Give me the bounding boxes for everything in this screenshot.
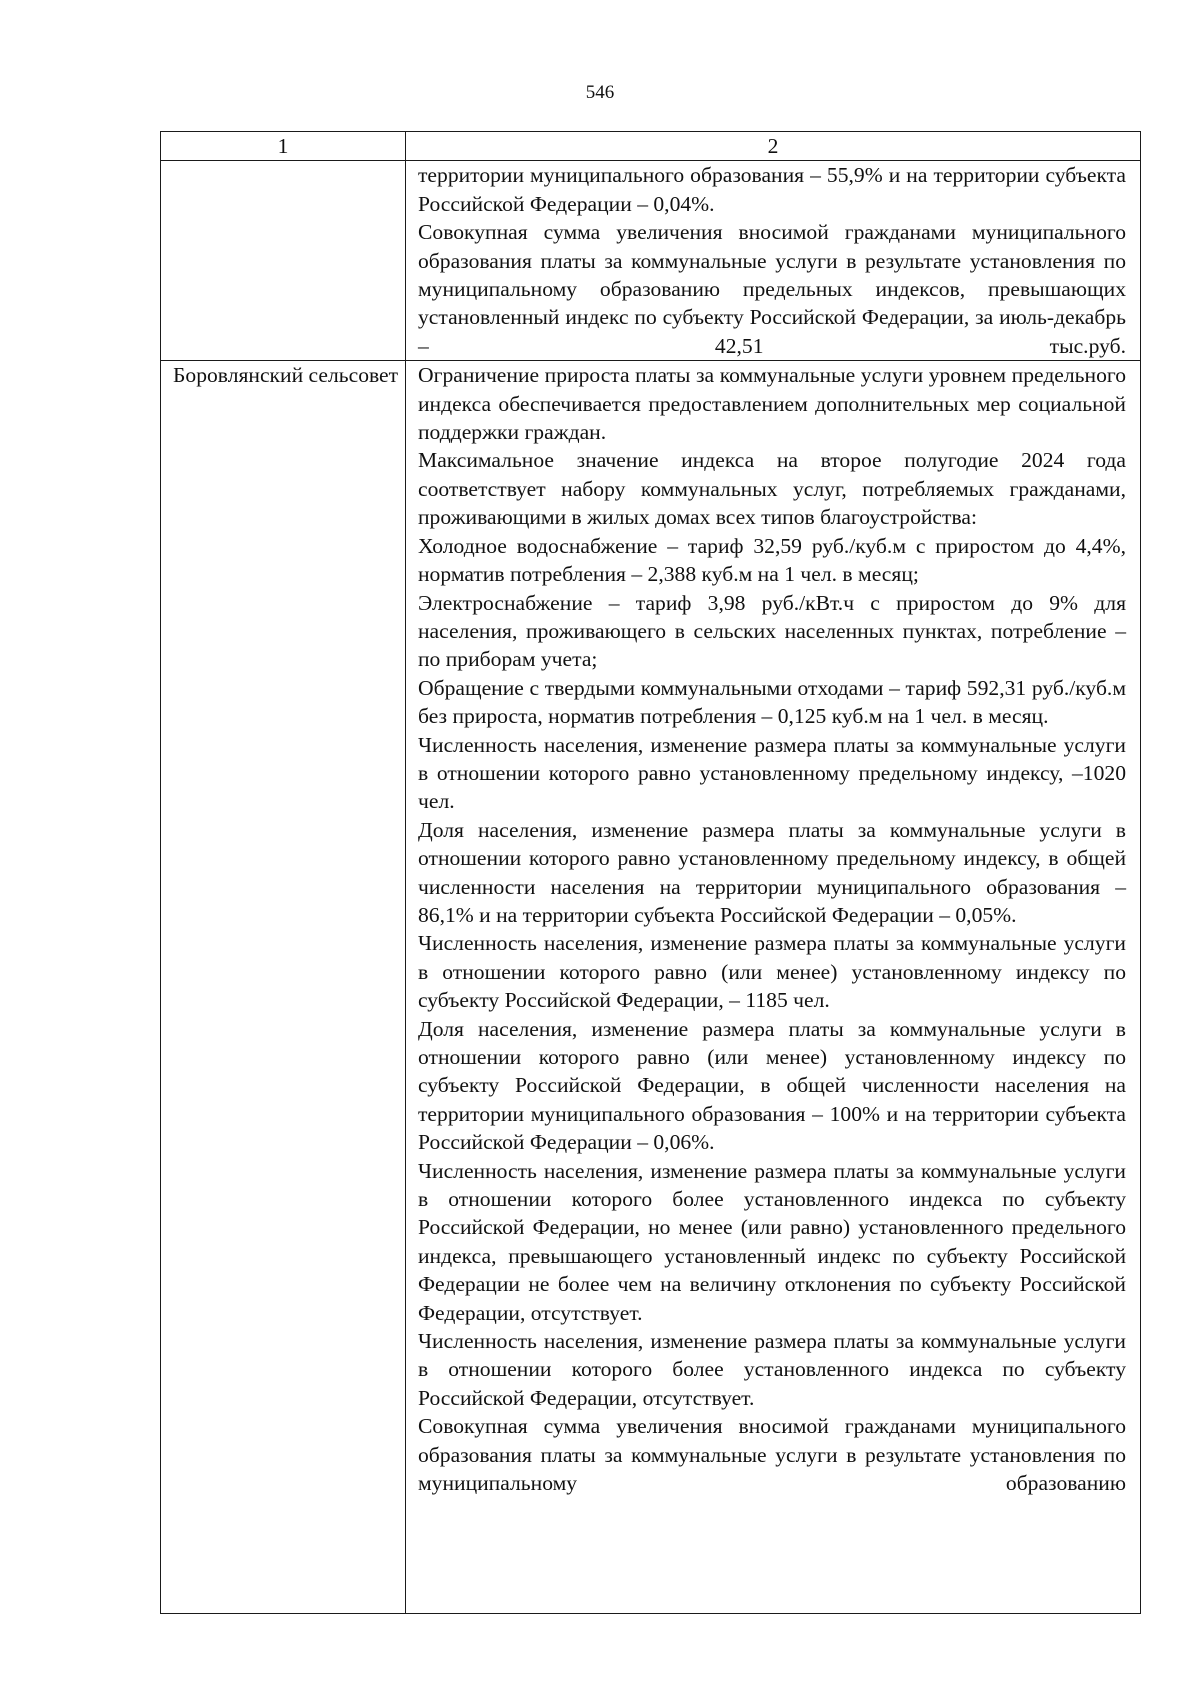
- paragraph: Обращение с твердыми коммунальными отходами – тариф 592,31 руб./куб.м без прироста, норматив потребления – 0,125 куб.м на 1 чел. в месяц.: [418, 675, 1126, 729]
- municipality-cell: [161, 161, 406, 361]
- municipality-cell: Боровлянский сельсовет: [161, 361, 406, 1614]
- table-header-row: [161, 132, 1141, 161]
- column-header-1: 1: [161, 132, 406, 161]
- paragraph: Численность населения, изменение размера платы за коммунальные услуги в отношении которого более установленного индекса по субъекту Российской Федерации, отсутствует.: [418, 1329, 1126, 1410]
- column-header-2: 2: [406, 132, 1141, 161]
- paragraph: Максимальное значение индекса на второе полугодие 2024 года соответствует набору коммунальных услуг, потребляемых гражданами, проживающими в жилых домах всех типов благоустройства:: [418, 448, 1126, 530]
- paragraph: Численность населения, изменение размера платы за коммунальные услуги в отношении которого равно установленному предельному индексу, –1020 чел.: [418, 732, 1126, 814]
- table-row-continuation: [161, 161, 1141, 361]
- description-cell: [406, 361, 1141, 1614]
- table-row-borovlyansky: [161, 361, 1141, 1614]
- paragraph: Электроснабжение – тариф 3,98 руб./кВт.ч с приростом до 9% для населения, проживающего в сельских населенных пунктах, потребление – по приборам учета;: [418, 590, 1126, 672]
- paragraph: Совокупная сумма увеличения вносимой гражданами муниципального образования платы за коммунальные услуги в результате установления по муниципальному образованию предельных индексов, превышающих установленный индекс по субъекту Российской Федерации, за июль-декабрь – 42,51 тыс.руб.: [418, 220, 1126, 358]
- paragraph: Ограничение прироста платы за коммунальные услуги уровнем предельного индекса обеспечивается предоставлением дополнительных мер социальной поддержки граждан.: [418, 363, 1126, 445]
- paragraph: Численность населения, изменение размера платы за коммунальные услуги в отношении которого равно (или менее) установленному индексу по субъекту Российской Федерации, – 1185 чел.: [418, 931, 1126, 1013]
- paragraph: Холодное водоснабжение – тариф 32,59 руб./куб.м с приростом до 4,4%, норматив потребления – 2,388 куб.м на 1 чел. в месяц;: [418, 533, 1126, 587]
- paragraph: Доля населения, изменение размера платы за коммунальные услуги в отношении которого равно установленному предельному индексу, в общей численности населения на территории муниципального образования – 86,1% и на территории субъекта Российской Федерации – 0,05%.: [418, 817, 1126, 927]
- data-table: [160, 131, 1141, 1614]
- paragraph: Совокупная сумма увеличения вносимой гражданами муниципального образования платы за коммунальные услуги в результате установления по муниципальному образованию: [418, 1414, 1126, 1496]
- paragraph: Доля населения, изменение размера платы за коммунальные услуги в отношении которого равно (или менее) установленному индексу по субъекту Российской Федерации, в общей численности населения на территории муниципального образования – 100% и на территории субъекта Российской Федерации – 0,06%.: [418, 1016, 1126, 1155]
- description-cell: [406, 161, 1141, 361]
- paragraph: территории муниципального образования – 55,9% и на территории субъекта Российской Федерации – 0,04%.: [418, 163, 1126, 216]
- paragraph: Численность населения, изменение размера платы за коммунальные услуги в отношении которого более установленного индекса по субъекту Российской Федерации, но менее (или равно) установленного предельного индекса, превышающего установленный индекс по субъекту Российской Федерации не более чем на величину отклонения по субъекту Российской Федерации, отсутствует.: [418, 1158, 1126, 1325]
- page-number: 546: [585, 82, 615, 103]
